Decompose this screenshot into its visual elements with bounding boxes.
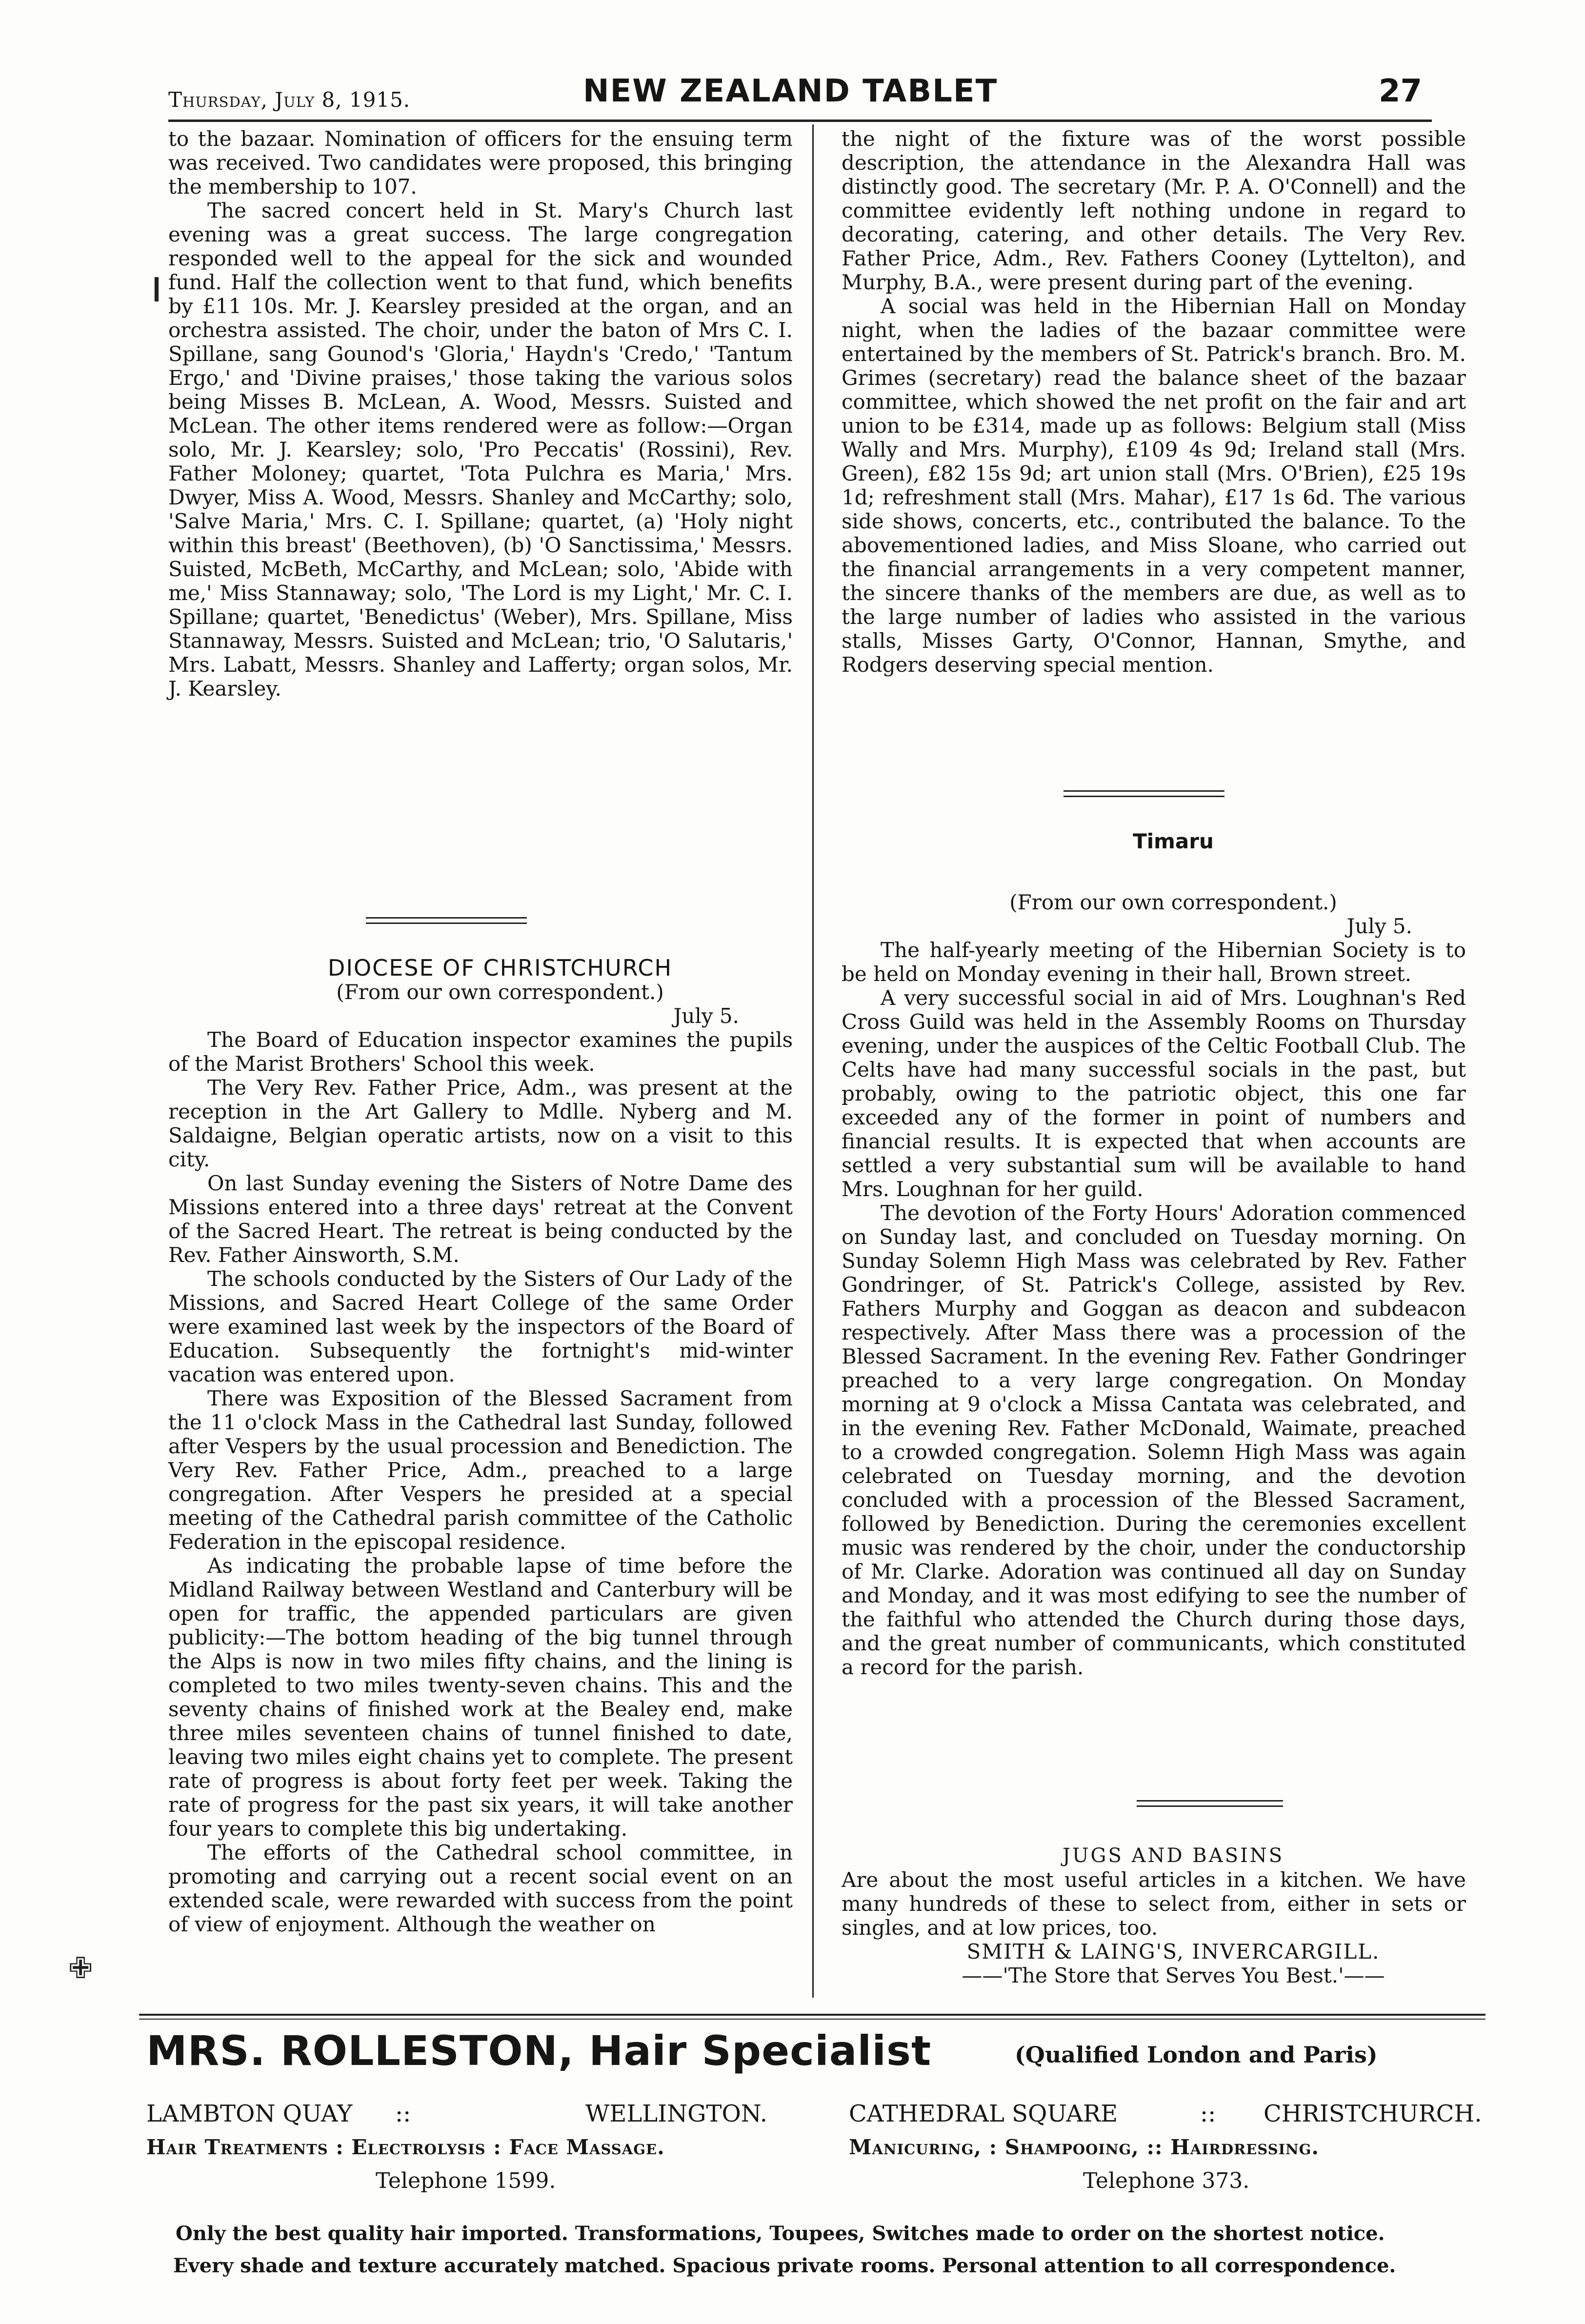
article-paragraph: The efforts of the Cathedral school committee, in promoting and carrying out a recent social event on an extended scale, were rewarded with success from the point of view of enjoyment. Although the weather on (168, 1841, 793, 1936)
ad-rule (139, 2014, 1485, 2016)
ad-heading: JUGS AND BASINS (1062, 1844, 1284, 1867)
margin-mark: ❙ (146, 273, 167, 301)
byline: (From our own correspondent.) (336, 980, 664, 1004)
christchurch-services: Manicuring, : Shampooing, :: Hairdressing. (849, 2135, 1320, 2159)
ad-title: MRS. ROLLESTON, Hair Specialist (146, 2027, 932, 2075)
masthead-rule (168, 120, 1432, 122)
article-paragraph: There was Exposition of the Blessed Sacrament from the 11 o'clock Mass in the Cathedral last Sunday, followed after Vespers by the usual procession and Benediction. The Very Rev. Father Price, Adm., preached to a large congregation. After Vespers he presided at a special meeting of the Cathedral parish committee of the Catholic Federation in the episcopal residence. (168, 1386, 793, 1554)
wellington-phone: Telephone 1599. (376, 2168, 556, 2193)
article-paragraph: The devotion of the Forty Hours' Adoration commenced on Sunday last, and concluded on Tuesday morning. On Sunday Solemn High Mass was celebrated by Rev. Father Gondringer, of St. Patrick's College, assisted by Rev. Fathers Murphy and Goggan as deacon and subdeacon respectively. After Mass there was a procession of the Blessed Sacrament. In the evening Rev. Father Gondringer preached to a very large congregation. On Monday morning at 9 o'clock a Missa Cantata was celebrated, and in the evening Rev. Father McDonald, Waimate, preached to a crowded congregation. Solemn High Mass was again celebrated on Tuesday morning, and the devotion concluded with a procession of the Blessed Sacrament, followed by Benediction. During the ceremonies excellent music was rendered by the choir, under the conductorship of Mr. Clarke. Adoration was continued all day on Sunday and Monday, and it was most edifying to see the number of the faithful who attended the Church during those days, and the great number of communicants, which constituted a record for the parish. (842, 1201, 1466, 1679)
dateline: July 5. (673, 1004, 739, 1028)
section-heading: DIOCESE OF CHRISTCHURCH (327, 955, 673, 981)
issue-date: Thursday, July 8, 1915. (168, 88, 411, 112)
jugs-basins-ad (842, 1844, 1466, 1987)
ad-rule (139, 2019, 1485, 2020)
masthead (168, 68, 1437, 122)
article-paragraph: As indicating the probable lapse of time before the Midland Railway between Westland and Canterbury will be open for traffic, the appended particulars are given publicity:—The bottom heading of the big tunnel through the Alps is now in two miles fifty chains, and the lining is completed to two miles twenty-seven chains. This and the seventy chains of finished work at the Bealey end, make three miles seventeen chains of tunnel finished to date, leaving two miles eight chains yet to complete. The present rate of progress is about forty feet per week. Taking the rate of progress for the past six years, it will take another four years to complete this big undertaking. (168, 1554, 793, 1841)
section-separator (1063, 790, 1224, 797)
timaru-heading-block (842, 829, 1466, 853)
christchurch-article (168, 956, 793, 1936)
wellington-services: Hair Treatments : Electrolysis : Face Massage. (146, 2135, 665, 2159)
right-column-top (842, 127, 1466, 677)
christchurch-phone: Telephone 373. (1083, 2168, 1250, 2193)
section-separator (366, 917, 527, 924)
wellington-city: WELLINGTON. (585, 2100, 767, 2127)
article-paragraph: to the bazaar. Nomination of officers for the ensuing term was received. Two candidates were proposed, this bringing the membership to 107. (168, 127, 793, 199)
page-number: 27 (1378, 73, 1422, 109)
article-paragraph: The sacred concert held in St. Mary's Church last evening was a great success. The large congregation responded well to the appeal for the sick and wounded fund. Half the collection went to that fund, which benefits by £11 10s. Mr. J. Kearsley presided at the organ, and an orchestra assisted. The choir, under the baton of Mrs C. I. Spillane, sang Gounod's 'Gloria,' Haydn's 'Credo,' 'Tantum Ergo,' and 'Divine praises,' those taking the various solos being Misses B. McLean, A. Wood, Messrs. Suisted and McLean. The other items rendered were as follow:—Organ solo, Mr. J. Kearsley; solo, 'Pro Peccatis' (Rossini), Rev. Father Moloney; quartet, 'Tota Pulchra es Maria,' Mrs. Dwyer, Miss A. Wood, Messrs. Shanley and McCarthy; solo, 'Salve Maria,' Mrs. C. I. Spillane; quartet, (a) 'Holy night within this breast' (Beethoven), (b) 'O Sanctissima,' Messrs. Suisted, McBeth, McCarthy, and McLean; solo, 'Abide with me,' Miss Stannaway; solo, 'The Lord is my Light,' Mr. C. I. Spillane; quartet, 'Benedictus' (Weber), Mrs. Spillane, Miss Stannaway, Messrs. Suisted and McLean; trio, 'O Salutaris,' Mrs. Labatt, Messrs. Shanley and Lafferty; organ solos, Mr. J. Kearsley. (168, 199, 793, 701)
ad-slogan: ——'The Store that Serves You Best.'—— (962, 1963, 1385, 1987)
ad-qualification: (Qualified London and Paris) (1015, 2042, 1378, 2068)
section-separator (1137, 1800, 1283, 1807)
article-paragraph: On last Sunday evening the Sisters of Notre Dame des Missions entered into a three days' retreat at the Convent of the Sacred Heart. The retreat is being conducted by the Rev. Father Ainsworth, S.M. (168, 1171, 793, 1267)
left-column-top (168, 127, 793, 701)
margin-mark: ✙ (68, 1951, 93, 1985)
rolleston-ad (146, 2027, 1483, 2300)
byline: (From our own correspondent.) (1009, 890, 1337, 914)
timaru-article (842, 890, 1466, 1679)
article-paragraph: The schools conducted by the Sisters of Our Lady of the Missions, and Sacred Heart College of the same Order were examined last week by the inspectors of the Board of Education. Subsequently the fortnight's mid-winter vacation was entered upon. (168, 1267, 793, 1386)
article-paragraph: The Very Rev. Father Price, Adm., was present at the reception in the Art Gallery to Mdlle. Nyberg and M. Saldaigne, Belgian operatic artists, now on a visit to this city. (168, 1076, 793, 1171)
ad-body: Are about the most useful articles in a kitchen. We have many hundreds of these to select from, either in sets or singles, and at low prices, too. (842, 1868, 1466, 1940)
article-paragraph: The half-yearly meeting of the Hibernian Society is to be held on Monday evening in their hall, Brown street. (842, 938, 1466, 986)
dateline: July 5. (1346, 914, 1412, 938)
article-paragraph: the night of the fixture was of the worst possible description, the attendance in the Alexandra Hall was distinctly good. The secretary (Mr. P. A. O'Connell) and the committee evidently left nothing undone in regard to decorating, catering, and other details. The Very Rev. Father Price, Adm., Rev. Fathers Cooney (Lyttelton), and Murphy, B.A., were present during part of the evening. (842, 127, 1466, 294)
wellington-address: LAMBTON QUAY (146, 2100, 353, 2127)
christchurch-address: CATHEDRAL SQUARE (849, 2100, 1118, 2127)
address-separator: :: (395, 2100, 411, 2127)
article-paragraph: A very successful social in aid of Mrs. Loughnan's Red Cross Guild was held in the Assembly Rooms on Thursday evening, under the auspices of the Celtic Football Club. The Celts have had many successful socials in the past, but probably, owing to the patriotic object, this one far exceeded any of the former in point of numbers and financial results. It is expected that when accounts are settled a very substantial sum will be available to hand Mrs. Loughnan for her guild. (842, 986, 1466, 1201)
column-divider (812, 124, 814, 1998)
section-heading: Timaru (1133, 829, 1214, 853)
article-paragraph: A social was held in the Hibernian Hall on Monday night, when the ladies of the bazaar committee were entertained by the members of St. Patrick's branch. Bro. M. Grimes (secretary) read the balance sheet of the bazaar committee, which showed the net profit on the fair and art union to be £314, made up as follows: Belgium stall (Miss Wally and Mrs. Murphy), £109 4s 9d; Ireland stall (Mrs. Green), £82 15s 9d; art union stall (Mrs. O'Brien), £25 19s 1d; refreshment stall (Mrs. Mahar), £17 1s 6d. The various side shows, concerts, etc., contributed the balance. To the abovementioned ladies, and Miss Sloane, who carried out the financial arrangements in a very competent manner, the sincere thanks of the members are due, as well as to the large number of ladies who assisted in the various stalls, Misses Garty, O'Connor, Hannan, Smythe, and Rodgers deserving special mention. (842, 294, 1466, 677)
christchurch-city: CHRISTCHURCH. (1264, 2100, 1482, 2127)
article-paragraph: The Board of Education inspector examines the pupils of the Marist Brothers' School this week. (168, 1028, 793, 1076)
publication-title: NEW ZEALAND TABLET (583, 73, 998, 109)
ad-footer-line: Every shade and texture accurately matched. Spacious private rooms. Personal attention to all correspondence. (173, 2254, 1396, 2277)
ad-firm: SMITH & LAING'S, INVERCARGILL. (966, 1940, 1380, 1963)
ad-footer-line: Only the best quality hair imported. Transformations, Toupees, Switches made to order on the shortest notice. (176, 2222, 1385, 2245)
address-separator: :: (1200, 2100, 1216, 2127)
